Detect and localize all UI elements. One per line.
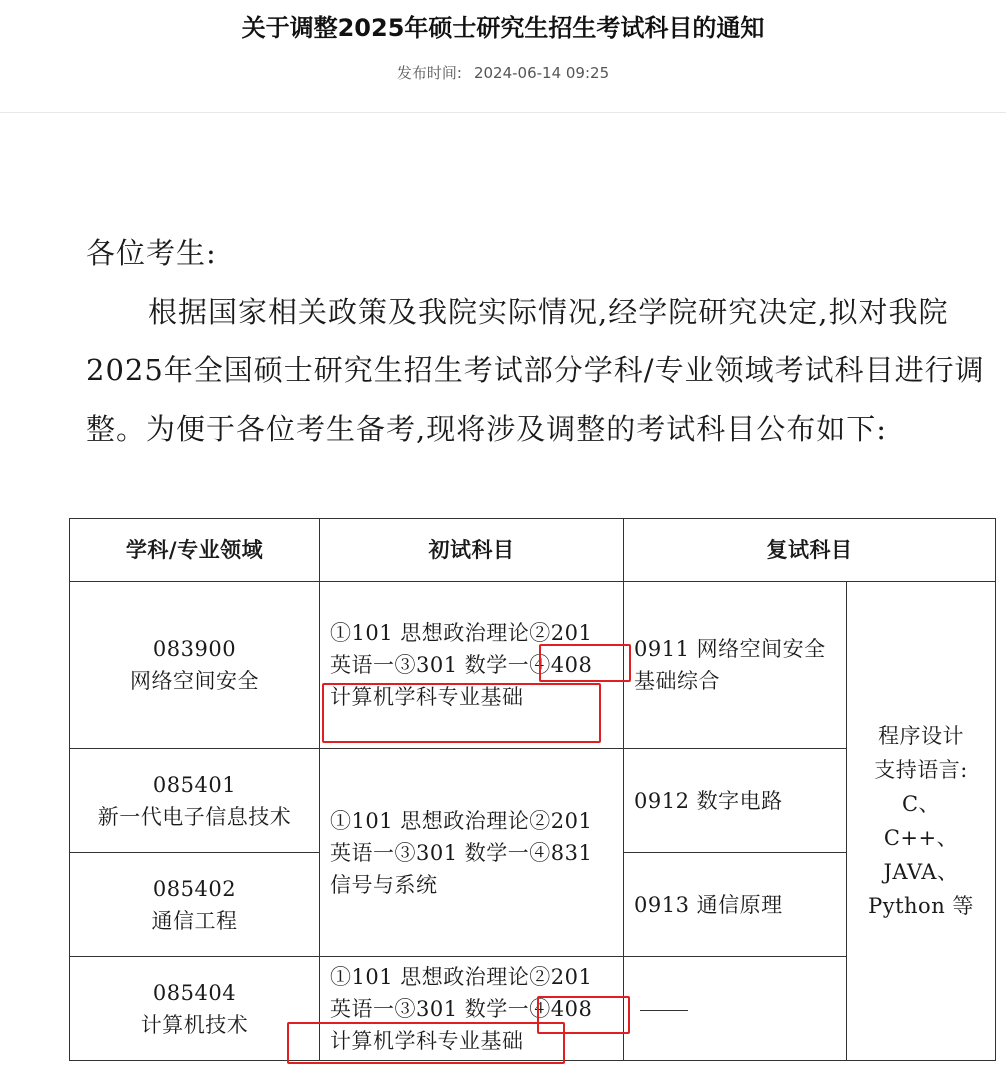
- salutation: 各位考生:: [86, 236, 217, 270]
- publish-label: 发布时间:: [396, 64, 462, 82]
- prelim-cell-merged: ①101 思想政治理论②201 英语一③301 数学一④831 信号与系统: [320, 749, 624, 957]
- prelim-cell: ①101 思想政治理论②201 英语一③301 数学一④408 计算机学科专业基础: [320, 582, 624, 749]
- exam-subjects-table-wrapper: [69, 518, 995, 1061]
- discipline-cell: [70, 957, 320, 1061]
- discipline-name: 新一代电子信息技术: [97, 804, 292, 829]
- intro-paragraph: 根据国家相关政策及我院实际情况,经学院研究决定,拟对我院2025年全国硕士研究生招生考试部分学科/专业领域考试科目进行调整。为便于各位考生备考,现将涉及调整的考试科目公布如下:: [86, 294, 985, 446]
- exam-subjects-table: [69, 518, 996, 1061]
- discipline-name: 网络空间安全: [130, 669, 259, 693]
- discipline-code: 085402: [152, 876, 237, 901]
- table-row: [70, 582, 996, 749]
- retest-cell: 0911 网络空间安全基础综合: [624, 582, 847, 749]
- header-discipline: 学科/专业领域: [70, 519, 320, 582]
- discipline-name: 通信工程: [151, 908, 238, 933]
- table-header-row: [70, 519, 996, 582]
- discipline-cell: [70, 749, 320, 853]
- language-note-line: C、: [901, 792, 941, 816]
- discipline-code: 085404: [152, 980, 237, 1005]
- language-note-line: Python 等: [868, 894, 974, 918]
- empty-dash: [640, 1010, 688, 1011]
- publish-meta: [0, 62, 1006, 83]
- language-note-cell: [847, 582, 996, 1061]
- language-note-line: 支持语言:: [874, 758, 968, 782]
- retest-cell: 0912 数字电路: [624, 749, 847, 853]
- discipline-code: 085401: [152, 772, 237, 797]
- publish-time: 2024-06-14 09:25: [473, 64, 610, 82]
- article-body: [86, 224, 996, 458]
- article-header: [0, 0, 1006, 113]
- language-note-line: JAVA、: [883, 860, 959, 884]
- retest-cell: [624, 957, 847, 1061]
- header-prelim: 初试科目: [320, 519, 624, 582]
- discipline-code: 083900: [152, 637, 237, 661]
- retest-cell: 0913 通信原理: [624, 853, 847, 957]
- discipline-name: 计算机技术: [140, 1012, 249, 1037]
- prelim-cell: ①101 思想政治理论②201 英语一③301 数学一④408 计算机学科专业基础: [320, 957, 624, 1061]
- discipline-cell: [70, 853, 320, 957]
- language-note-line: 程序设计: [878, 724, 964, 748]
- page-title: 关于调整2025年硕士研究生招生考试科目的通知: [241, 14, 765, 42]
- header-retest: 复试科目: [624, 519, 996, 582]
- language-note-line: C++、: [883, 826, 959, 850]
- discipline-cell: [70, 582, 320, 749]
